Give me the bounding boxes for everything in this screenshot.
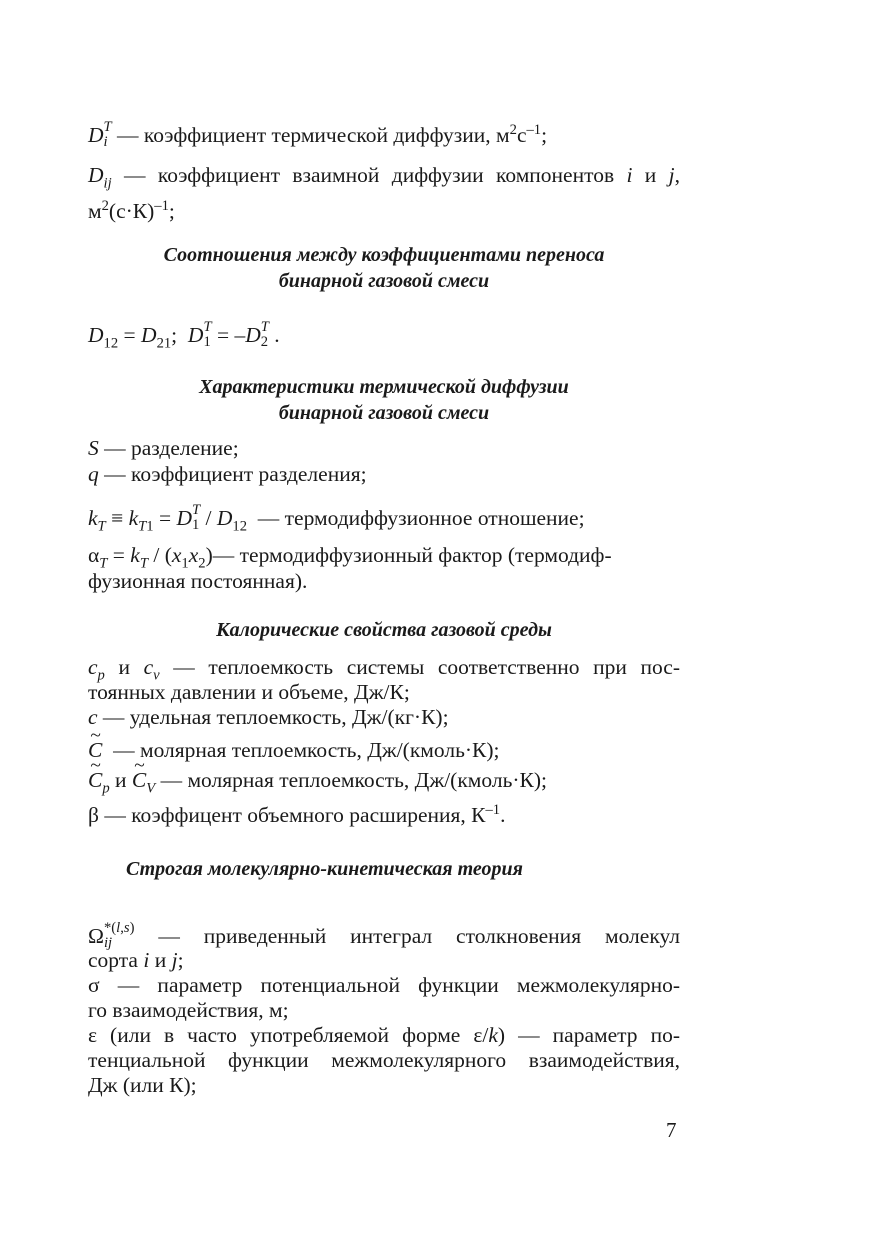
def-molar-heat: ~ C — молярная теплоемкость, Дж/(кмоль·К);: [88, 737, 680, 763]
def-thermal-diffusion: D T i — коэффициент термической диффузии, $м^2с^{-1}$;: [88, 119, 548, 151]
def-collision-integral: Ω *(l,s) ij — приведенный интеграл столкновения молекул: [88, 920, 681, 952]
section-heading-kinetic-theory: Строгая молекулярно-кинетическая теория: [126, 858, 523, 880]
def-epsilon: ε (или в часто употребляемой форме ε/k) — параметр по-: [88, 1023, 680, 1047]
def-sigma: σ — параметр потенциальной функции межмолекулярно-: [88, 973, 680, 997]
section-heading-thermal-diffusion-2: бинарной газовой смеси: [278, 402, 490, 424]
section-heading-caloric: Калорические свойства газовой среды: [216, 619, 552, 641]
section-heading-thermal-diffusion: Характеристики термической диффузии: [199, 376, 569, 398]
def-mutual-diffusion: $D_{ij}$ — коэффициент взаимной диффузии компонентов i и j,: [88, 163, 681, 192]
def-thermodiffusion-factor: $\alpha_T = k_T$ / $(x_1x_2)—$ термодиффузионный фактор (термодиф-: [88, 543, 612, 572]
def-specific-heat: c — удельная теплоемкость, Дж/(кг·К);: [88, 705, 449, 729]
def-sigma-2: го взаимодействия, м;: [88, 998, 289, 1022]
page-number: 7: [666, 1118, 677, 1142]
def-thermodiffusion-factor-2: фузионная постоянная).: [88, 569, 308, 593]
def-mutual-diffusion-unit: $м^2(с\cdot К)^{-1}$;: [88, 197, 175, 223]
def-molar-heat-pv: ~ $C_p$ и ~ $C_V$ — молярная теплоемкость, Дж/(кмоль·К);: [88, 767, 680, 793]
def-separation-coefficient: q — коэффициент разделения;: [88, 462, 367, 486]
def-collision-integral-2: сорта i и j;: [88, 948, 184, 972]
def-heat-capacity-2: тоянных давлении и объеме, Дж/К;: [88, 680, 410, 704]
def-expansion-coefficient: β — коэффицент объемного расширения, $К^{-1}$.: [88, 801, 506, 827]
section-heading-transport-relations: Соотношения между коэффициентами переноса: [163, 244, 605, 266]
def-heat-capacity: $c_p$ и $c_v$ — теплоемкость системы соответственно при пос-: [88, 655, 681, 684]
def-epsilon-2: тенциальной функции межмолекулярного взаимодействия,: [88, 1048, 680, 1072]
section-heading-transport-relations-2: бинарной газовой смеси: [278, 270, 490, 292]
def-epsilon-3: Дж (или К);: [88, 1073, 197, 1097]
def-thermodiffusion-ratio: $k_T \equiv k_{T1} = D$ T 1 / $D_{12}$ — термодиффузионное отношение;: [88, 502, 585, 535]
equation-relations: $D_{12} = D_{21}$; D T 1 = –D T 2 .: [88, 319, 280, 352]
def-separation: S — разделение;: [88, 436, 239, 460]
